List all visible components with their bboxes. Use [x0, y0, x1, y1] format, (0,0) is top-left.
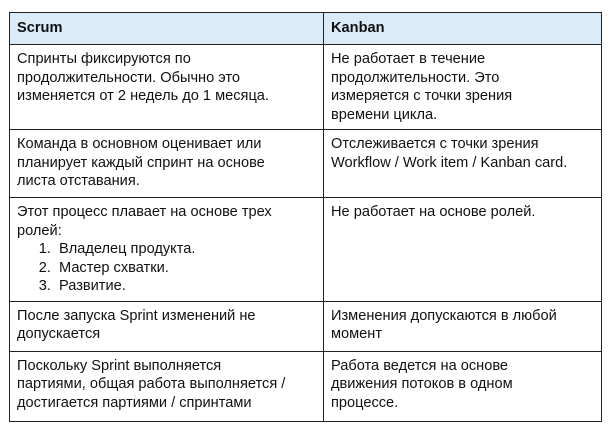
table-row — [10, 301, 602, 351]
kanban-cell — [324, 351, 602, 421]
scrum-cell — [10, 351, 324, 421]
scrum-cell — [10, 301, 324, 351]
table-row — [10, 351, 602, 421]
kanban-cell — [324, 301, 602, 351]
table-row — [10, 198, 602, 302]
list-item: 1. Владелец продукта. — [55, 240, 315, 259]
kanban-cell-text: Работа ведется на основе движения потоков в одном процессе. — [331, 357, 513, 411]
scrum-cell-text: Этот процесс плавает на основе трех ролей: — [17, 204, 272, 239]
scrum-cell-text: Спринты фиксируются по продолжительности. Обычно это изменяется от 2 недель до 1 месяца. — [17, 51, 269, 104]
kanban-cell-text: Отслеживается с точки зрения Workflow / Work item / Kanban card. — [331, 136, 568, 171]
table-row — [10, 130, 602, 198]
scrum-cell-text: После запуска Sprint изменений не допускается — [17, 307, 256, 342]
header-kanban: Kanban — [324, 13, 602, 45]
scrum-cell — [10, 45, 324, 130]
list-item: 2. Мастер схватки. — [55, 259, 315, 278]
header-scrum: Scrum — [10, 13, 324, 45]
scrum-cell — [10, 130, 324, 198]
scrum-cell-text: Поскольку Sprint выполняется партиями, общая работа выполняется / достигается партиями / спринтами — [17, 357, 286, 411]
table-header-row — [10, 13, 602, 45]
scrum-cell — [10, 198, 324, 302]
kanban-cell-text: Не работает на основе ролей. — [331, 204, 536, 220]
roles-list — [17, 240, 315, 296]
scrum-cell-text: Команда в основном оценивает или планирует каждый спринт на основе листа отставания. — [17, 136, 265, 189]
kanban-cell — [324, 45, 602, 130]
list-item: 3. Развитие. — [55, 277, 315, 296]
kanban-cell-text: Изменения допускаются в любой момент — [331, 307, 557, 342]
scrum-kanban-comparison-table — [9, 12, 602, 422]
kanban-cell — [324, 130, 602, 198]
table-row — [10, 45, 602, 130]
kanban-cell — [324, 198, 602, 302]
kanban-cell-text: Не работает в течение продолжительности. Это измеряется с точки зрения времени цикла. — [331, 51, 513, 123]
